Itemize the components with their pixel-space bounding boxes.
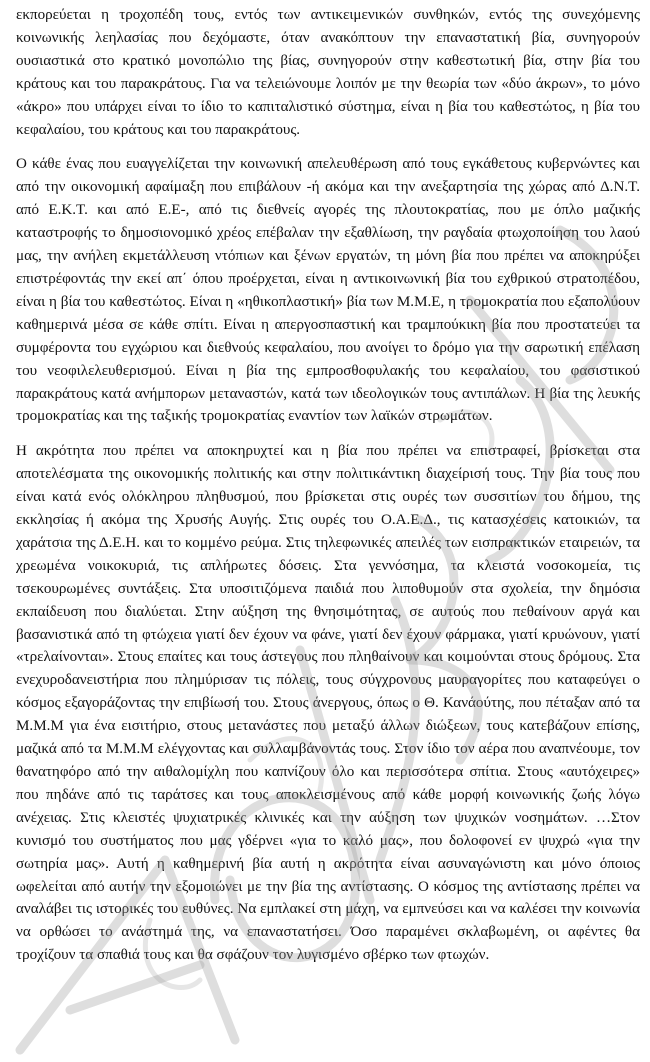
paragraph: Η ακρότητα που πρέπει να αποκηρυχτεί και η βία που πρέπει να επιστραφεί, βρίσκεται στα αποτελέσματα της οικονομικής πολιτικής και στην πολιτικάντικη διαχείρισή τους. Την βία τους που είναι κατά ενός ολόκληρου πληθυσμού, που βρίσκεται στις ουρές των συσσιτίων του δήμου, της εκκλησίας ή ακόμα της Χρυσής Αυγής. Στις ουρές του Ο.Α.Ε.Δ., τις κατασχέσεις κατοικιών, τα χαράτσια της Δ.Ε.Η. και το κομμένο ρεύμα. Στις τηλεφωνικές απειλές των εισπρακτικών εταιρειών, τα χρεωμένα νοικοκυριά, τις απλήρωτες δόσεις. Στα γεννόσημα, τα κλειστά νοσοκομεία, τις τσεκουρωμένες συντάξεις. Στα υποσιτιζόμενα παιδιά που λιποθυμούν στα σχολεία, την δημόσια εκπαίδευση που διαλύεται. Στην αύξηση της θνησιμότητας, σε αυτούς που πεθαίνουν αργά και βασανιστικά από τη φτώχεια γιατί δεν έχουν να φάνε, γιατί δεν έχουν φάρμακα, γιατί κρυώνουν, γιατί «τρελαίνονται». Στους επαίτες και τους άστεγους που πληθαίνουν και κοιμούνται στους δρόμους. Στα ενεχυροδανειστήρια που πλημύρισαν τις πόλεις, τους σύγχρονους μαυραγορίτες που καταφεύγει ο κόσμος εξαγοράζοντας την επιβίωσή του. Στους άνεργους, όπως ο Θ. Κανάούτης, που πέταξαν από τα Μ.Μ.Μ για ένα εισιτήριο, στους μετανάστες που μεταξύ άλλων διώξεων, τους κατεβάζουν επίσης, μαζικά από τα Μ.Μ.Μ ελέγχοντας και συλλαμβάνοντάς τους. Στον ίδιο τον αέρα που αναπνέουμε, τον θανατηφόρο από την αιθαλομίχλη που καπνίζουν όλο και περισσότερα σπίτια. Στους «αυτόχειρες» που πηδάνε από τις ταράτσες και τους αποκλεισμένους από κάθε μορφή κοινωνικής ζωής λόγω ανέχειας. Στις κλειστές ψυχιατρικές κλινικές και την αύξηση των ψυχικών νοσημάτων. …Στον κυνισμό του συστήματος που μας γδέρνει «για το καλό μας», που δολοφονεί εν ψυχρώ «για την σωτηρία μας». Αυτή η καθημερινή βία αυτή η ακρότητα είναι ασυναγώνιστη και μόνο όποιος ωφελείται από αυτήν την εξομοιώνει με την βία της αντίστασης. Ο κόσμος της αντίστασης πρέπει να αναλάβει τις ιστορικές του ευθύνες. Να εμπλακεί στη μάχη, να εμπνεύσει και να καλέσει την κοινωνία να ορθώσει το ανάστημά της, να επαναστατήσει. Όσο παραμένει σκλαβωμένη, οι αφέντες θα τροχίζουν τα σπαθιά τους και θα σφάζουν τον λυγισμένο σβέρκο των φτωχών.	[16, 443, 640, 964]
paragraph: Ο κάθε ένας που ευαγγελίζεται την κοινωνική απελευθέρωση από τους εγκάθετους κυβερνώντες και από την οικονομική αφαίμαξη που επιβάλουν -ή ακόμα και την ανεξαρτησία της χώρας από Δ.Ν.Τ. από Ε.Κ.Τ. και από Ε.Ε-, από τις διεθνείς αγορές της πλουτοκρατίας, που με όπλο μαζικής καταστροφής το δημοσιονομικό χρέος επέβαλαν την εξαθλίωση, την ραγδαία φτωχοποίηση του λαού μας, την ανήλεη εκμετάλλευση ντόπιων και ξένων εργατών, τη μόνη βία που πρέπει να αποκηρύξει επιστρέφοντάς την εκεί απ΄ όπου προέρχεται, είναι η αντικοινωνική βία του εχθρικού στρατοπέδου, είναι η βία του καθεστώτος. Είναι η «ηθικοπλαστική» βία των Μ.Μ.Ε, η τρομοκρατία που εξαπολύουν καθημερινά μέσα σε κάθε σπίτι. Είναι η απεργοσπαστική και τραμπούκικη βία που προστατεύει τα συμφέροντα του εγχώριου και διεθνούς κεφαλαίου, που ανοίγει το δρόμο για την σαρωτική επέλαση του νεοφιλελευθερισμού. Είναι η βία της εμπροσθοφυλακής του κεφαλαίου, του φασιστικού παρακράτους κατά ανήμπορων μεταναστών, κατά των ιδεολογικών τους αντιπάλων. Η βία της λευκής τρομοκρατίας και της ταξικής τρομοκρατίας εναντίον των λαϊκών στρωμάτων.	[16, 156, 640, 425]
paragraph: εκπορεύεται η τροχοπέδη τους, εντός των αντικειμενικών συνθηκών, εντός της συνεχόμενης κοινωνικής λεηλασίας που δεχόμαστε, όταν ανακόπτουν την επαναστατική βία, συνηγορούν ουσιαστικά στο κρατικό μονοπώλιο της βίας, συνηγορούν στην καθεστωτική βία, στην βία του κράτους και του παρακράτους. Για να τελειώνουμε λοιπόν με την θεωρία των «δύο άκρων», το μόνο «άκρο» που υπάρχει είναι το ίδιο το καπιταλιστικό σύστημα, είναι η βία του καθεστώτος, η βία του κεφαλαίου, του κράτους και του παρακράτους.	[16, 7, 640, 138]
document-body	[16, 4, 640, 967]
